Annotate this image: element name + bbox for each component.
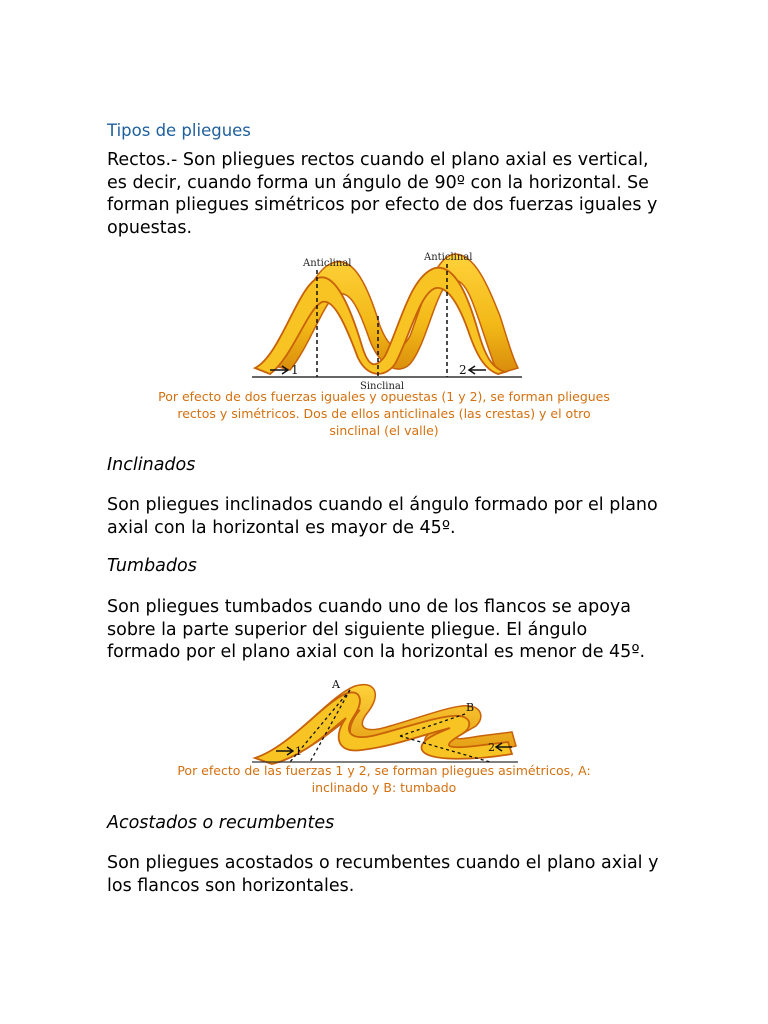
- acostados-title: Acostados o recumbentes: [107, 813, 335, 833]
- label-force-2: 2: [488, 741, 495, 754]
- inclinados-paragraph: [107, 494, 687, 539]
- tumbados-paragraph: [107, 596, 687, 664]
- inclinados-line: Son pliegues inclinados cuando el ángulo formado por el plano: [107, 495, 658, 515]
- inclinados-title: Inclinados: [107, 455, 196, 475]
- tumbados-line: Son pliegues tumbados cuando uno de los flancos se apoya: [107, 597, 632, 617]
- label-a: A: [332, 678, 340, 691]
- tumbados-line: formado por el plano axial con la horizontal es menor de 45º.: [107, 642, 646, 662]
- acostados-line: Son pliegues acostados o recumbentes cuando el plano axial y: [107, 853, 659, 873]
- caption-line: inclinado y B: tumbado: [311, 780, 457, 795]
- label-force-1: 1: [295, 745, 302, 758]
- caption-line: Por efecto de dos fuerzas iguales y opuestas (1 y 2), se forman pliegues: [158, 389, 610, 404]
- rectos-line: forman pliegues simétricos por efecto de dos fuerzas iguales y: [107, 195, 658, 215]
- inclinados-line: axial con la horizontal es mayor de 45º.: [107, 517, 456, 538]
- caption-line: sinclinal (el valle): [329, 423, 439, 438]
- acostados-line: los flancos son horizontales.: [107, 875, 355, 896]
- label-sinclinal: Sinclinal: [360, 381, 405, 391]
- figure1-caption: [140, 388, 628, 439]
- tumbados-title: Tumbados: [107, 556, 197, 576]
- rectos-line: es decir, cuando forma un ángulo de 90º con la horizontal. Se: [107, 172, 649, 193]
- label-anticlinal-left: Anticlinal: [303, 258, 352, 269]
- acostados-paragraph: [107, 852, 687, 897]
- figure2-caption: [140, 762, 628, 796]
- rectos-paragraph: [107, 149, 687, 239]
- label-force-1: 1: [291, 363, 299, 377]
- figure-asymmetric-folds: [250, 676, 525, 768]
- figure-symmetric-folds: [250, 246, 530, 391]
- label-anticlinal-right: Anticlinal: [424, 252, 473, 263]
- tumbados-line: sobre la parte superior del siguiente pliegue. El ángulo: [107, 619, 588, 640]
- label-force-2: 2: [459, 363, 467, 377]
- label-b: B: [466, 701, 475, 714]
- section-heading: Tipos de pliegues: [107, 121, 251, 140]
- rectos-line: Rectos.- Son pliegues rectos cuando el plano axial es vertical,: [107, 150, 649, 170]
- caption-line: Por efecto de las fuerzas 1 y 2, se forman pliegues asimétricos, A:: [177, 763, 591, 778]
- caption-line: rectos y simétricos. Dos de ellos anticlinales (las crestas) y el otro: [177, 406, 591, 421]
- arrow-force-2-icon: [469, 366, 486, 374]
- rectos-line: opuestas.: [107, 217, 193, 238]
